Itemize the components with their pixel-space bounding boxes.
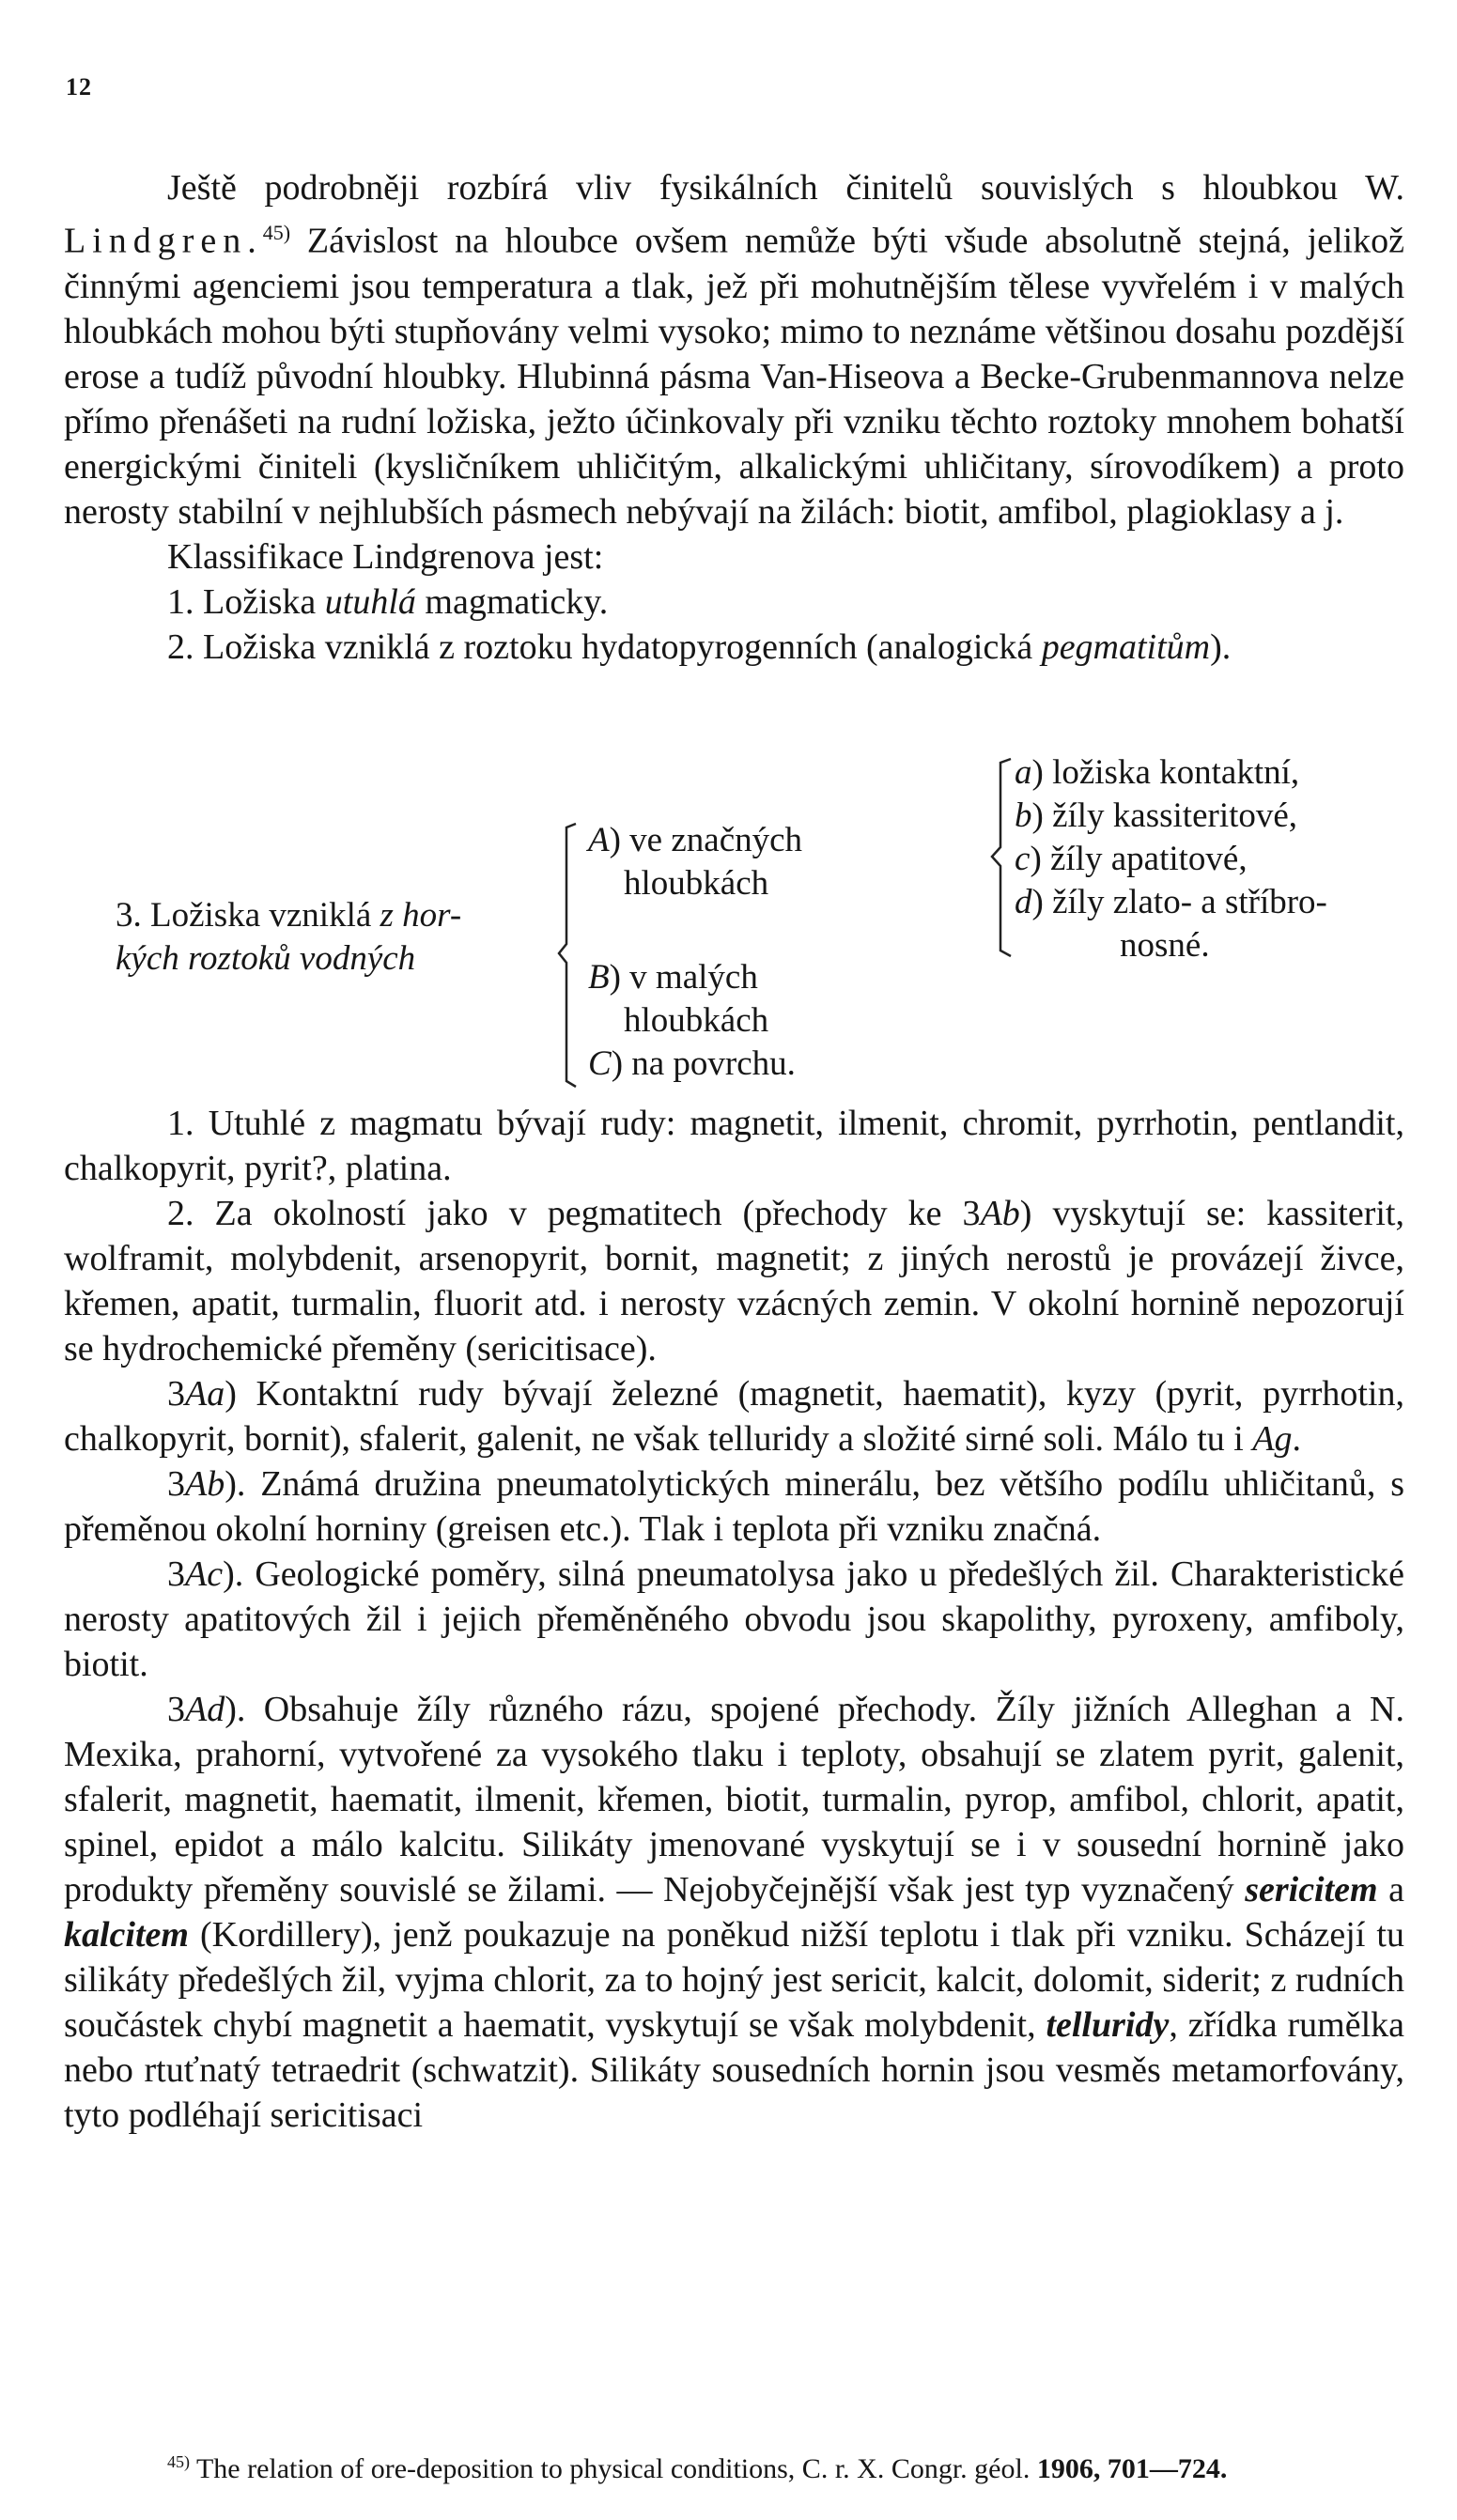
paragraph-3Aa: 3Aa) Kontaktní rudy bývají železné (magnetit, haematit), kyzy (pyrit, pyrrhotin, chalkopyrit, bornit), sfalerit, galenit, ne však telluridy a složité sirné soli. Málo tu i Ag. [64, 1374, 1404, 1459]
paragraph-3Ab: 3Ab). Známá družina pneumatolytických minerálu, bez většího podílu uhličitanů, s přeměnou okolní horniny (greisen etc.). Tlak i teplota při vzniku značná. [64, 1464, 1404, 1549]
main-text-lower [64, 1101, 1404, 2138]
paragraph-3Ac: 3Ac). Geologické poměry, silná pneumatolysa jako u předešlých žil. Charakteristické nerosty apatitových žil i jejich přeměněného obvodu jsou skapolithy, pyroxeny, amfiboly, biotit. [64, 1554, 1404, 1684]
paragraph-3Ad: 3Ad). Obsahuje žíly různého rázu, spojené přechody. Žíly jižních Alleghan a N. Mexika, prahorní, vytvořené za vysokého tlaku i teploty, obsahují se zlatem pyrit, galenit, sfalerit, magnetit, haematit, ilmenit, křemen, biotit, turmalin, pyrop, amfibol, chlorit, apatit, spinel, epidot a málo kalcitu. Silikáty jmenované vyskytují se i v sousední hornině jako produkty přeměny souvislé se žilami. — Nejobyčejnější však jest typ vyznačený sericitem a kalcitem (Kordillery), jenž poukazuje na poněkud nižší teplotu i tlak při vzniku. Scházejí tu silikáty předešlých žil, vyjma chlorit, za to hojný jest sericit, kalcit, dolomit, siderit; z rudních součástek chybí magnetit a haematit, vyskytují se však molybdenit, telluridy, zřídka rumělka nebo rtuťnatý tetraedrit (schwatzit). Silikáty sousedních hornin jsou vesměs metamorfovány, tyto podléhají sericitisaci [64, 1690, 1405, 2135]
class-C: C) na povrchu. [588, 1044, 796, 1083]
classification-schema [64, 751, 1417, 1090]
class-A: A) ve značných hloubkách [588, 821, 803, 903]
footnote-ref: 45) [262, 221, 291, 244]
class-item-3: 3. Ložiska vzniklá z hor- kých roztoků vodných [116, 896, 462, 978]
paragraph-1-utuhle: 1. Utuhlé z magmatu bývají rudy: magnetit, ilmenit, chromit, pyrrhotin, pentlandit, chalkopyrit, pyrit?, platina. [64, 1104, 1404, 1188]
class-Ad: d) žíly zlato- a stříbro- nosné. [1015, 883, 1327, 965]
footnote-number: 45) [167, 2452, 190, 2471]
class-item-2: 2. Ložiska vzniklá z roztoku hydatopyrogenních (analogická pegmatitům). [167, 626, 1232, 667]
class-Ac: c) žíly apatitové, [1015, 840, 1248, 878]
page-number: 12 [66, 73, 92, 100]
author-name: Lindgren. [64, 221, 263, 261]
paragraph-lindgren-intro: Ještě podrobněji rozbírá vliv fysikálních činitelů souvislých s hloubkou W. Lindgren.$^{45)}$ Závislost na hloubce ovšem nemůže býti všude absolutně stejná, jelikož činnými agenciemi jsou temperatura a tlak, jež při mohutnějším tělese vyvřelém i v malých hloubkách mohou býti stupňovány velmi vysoko; mimo to neznáme většinou dosahu pozdější erose a tudíž původní hloubky. Hlubinná pásma Van-Hiseova a Becke-Grubenmannova nelze přímo přenášeti na rudní ložiska, ježto účinkovaly při vzniku těchto roztoky mnohem bohatší energickými činiteli (kysličníkem uhličitým, alkalickými uhličitany, sírovodíkem) a proto nerosty stabilní v nejhlubších pásmech nebývají na žilách: biotit, amfibol, plagioklasy a j. [64, 168, 1404, 532]
class-item-1: 1. Ložiska utuhlá magmaticky. [167, 581, 609, 622]
class-Ab: b) žíly kassiteritové, [1015, 796, 1298, 835]
class-B: B) v malých hloubkách [588, 958, 769, 1040]
paragraph-2-pegmatite: 2. Za okolností jako v pegmatitech (přechody ke 3Ab) vyskytují se: kassiterit, wolframit, molybdenit, arsenopyrit, bornit, magnetit; z jiných nerostů je provázejí živce, křemen, apatit, turmalin, fluorit atd. i nerosty vzácných zemin. V okolní hornině nepozorují se hydrochemické přeměny (sericitisace). [64, 1194, 1404, 1368]
class-Aa: a) ložiska kontaktní, [1015, 753, 1300, 792]
main-text-upper [64, 165, 1404, 670]
footnote: $^{45)}$ The relation of ore-deposition to physical conditions, C. r. X. Congr. géol. 1906, 701—724. [167, 2452, 1228, 2484]
paragraph-classification-intro: Klassifikace Lindgrenova jest: [167, 536, 604, 577]
